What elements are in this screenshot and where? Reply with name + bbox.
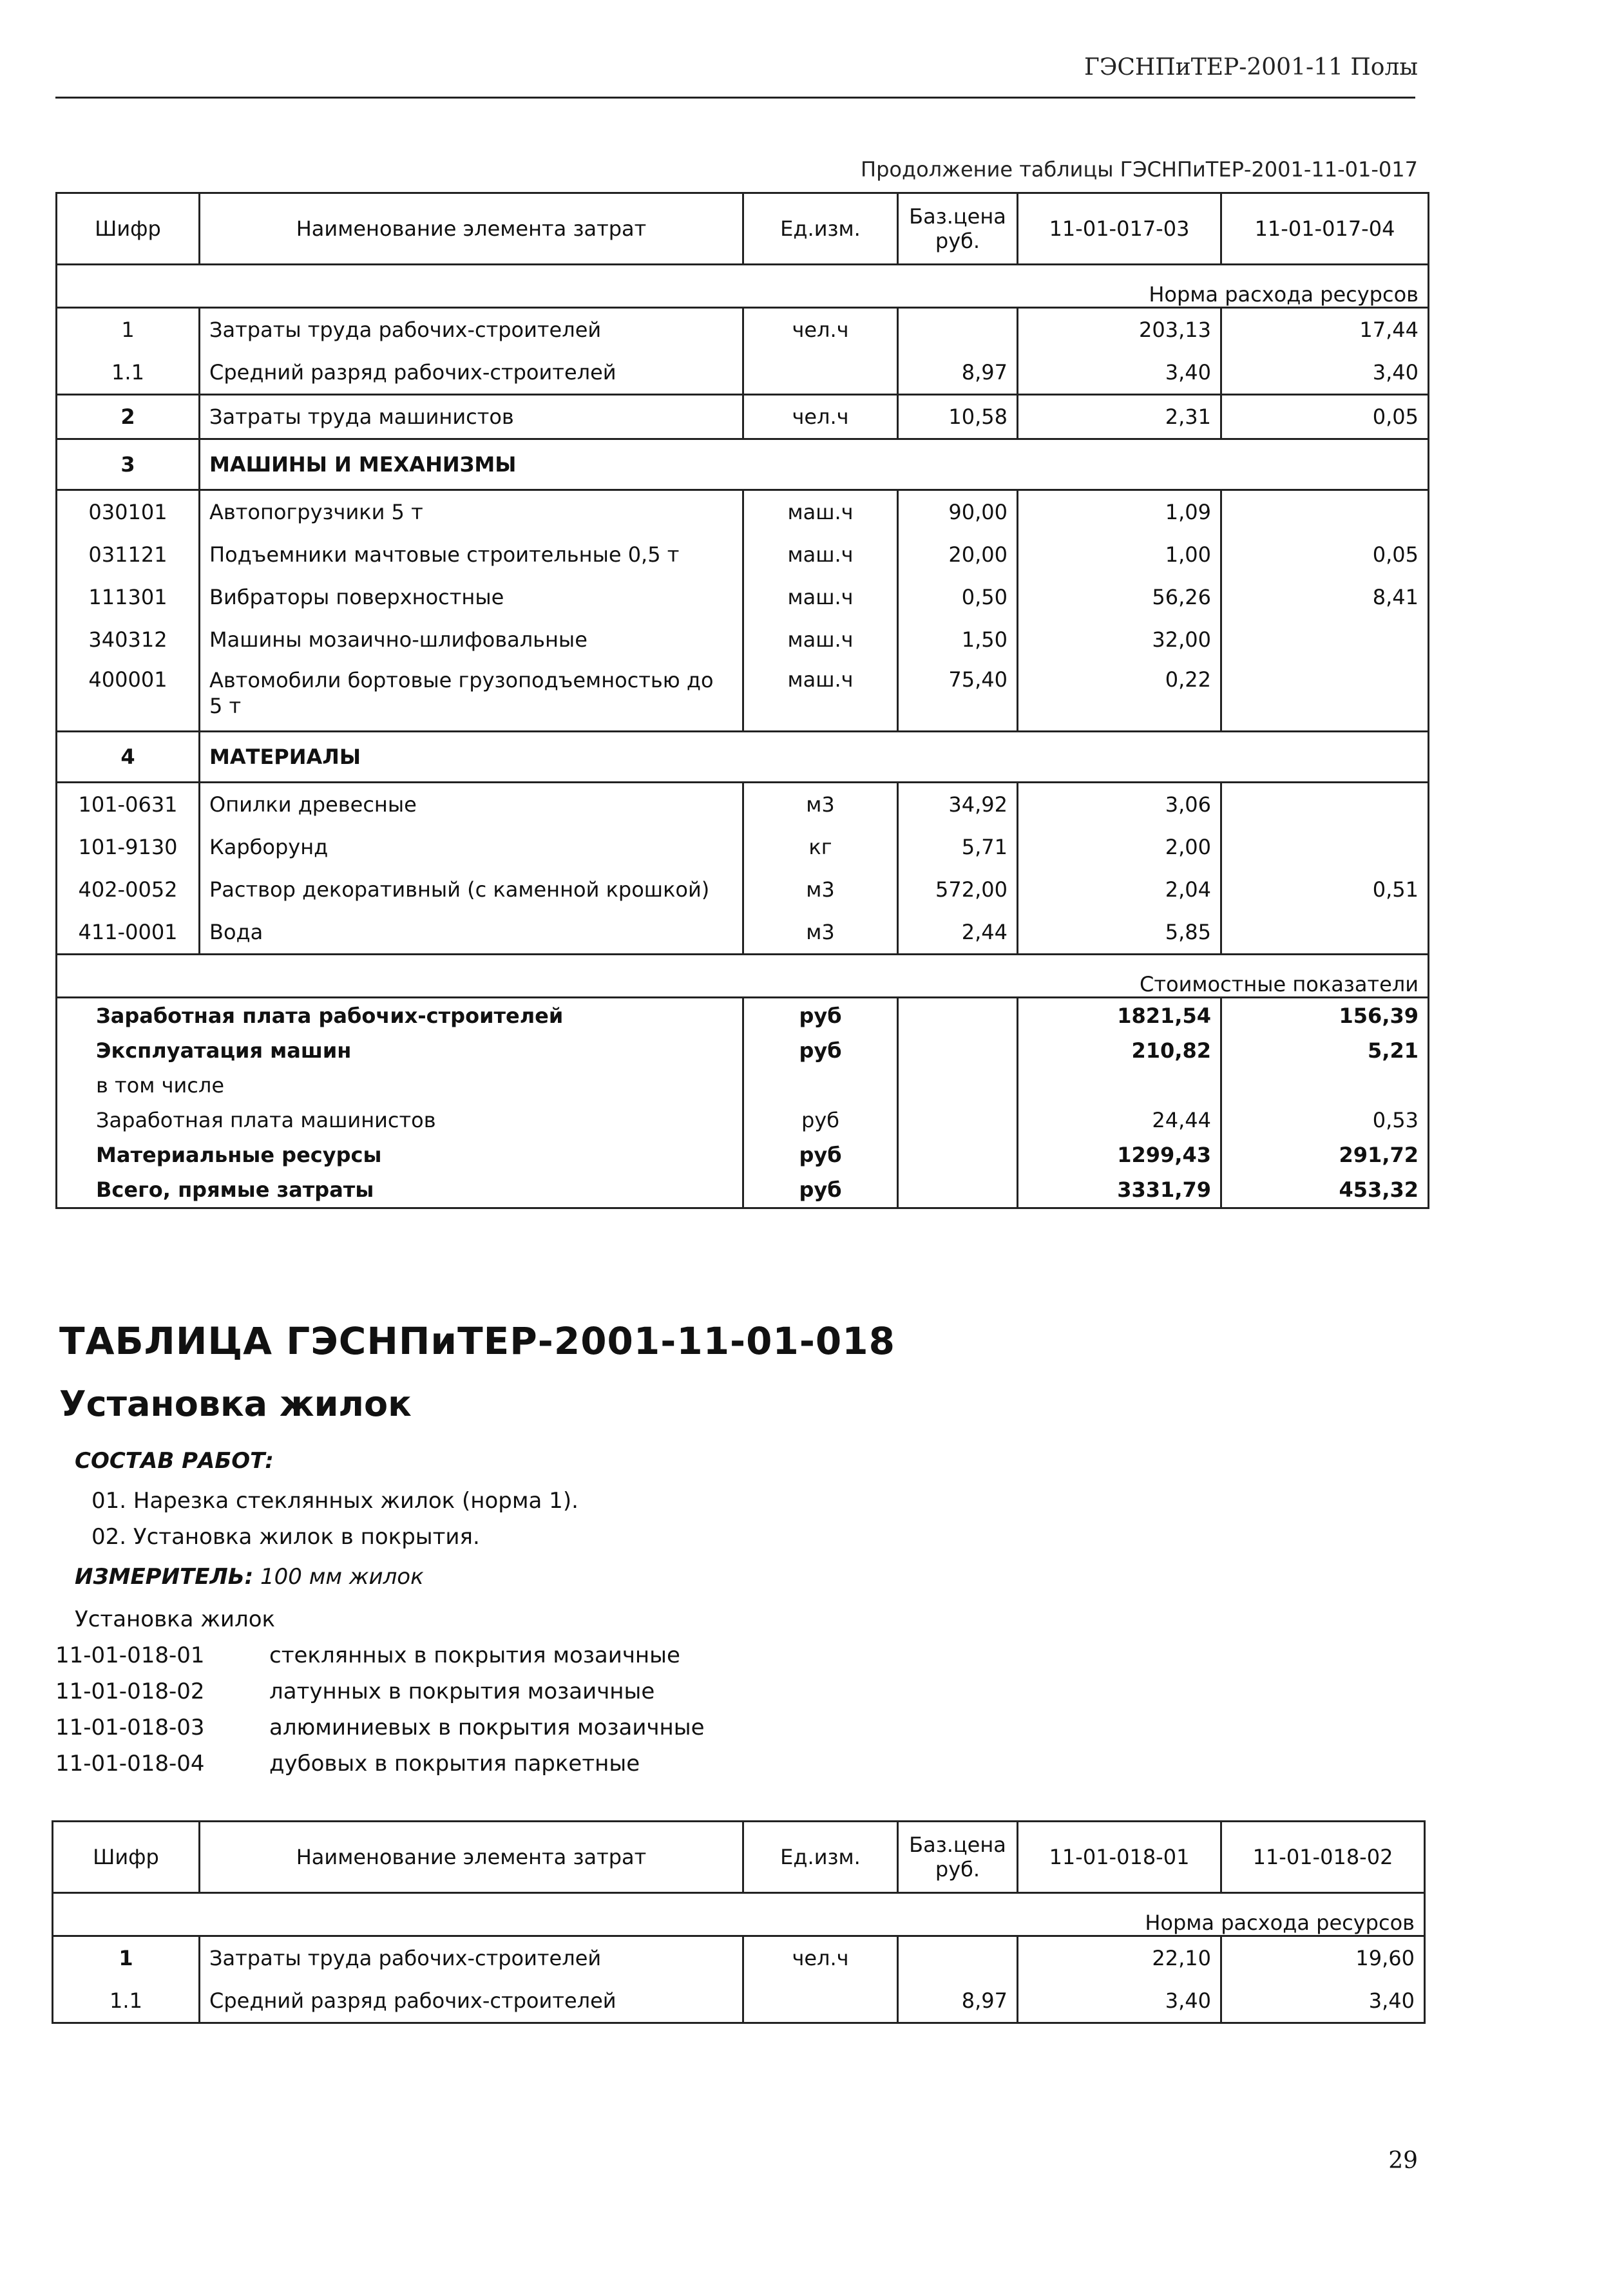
row-code: 111301 bbox=[57, 576, 200, 618]
total-price bbox=[898, 1138, 1018, 1172]
row-value-1: 2,00 bbox=[1018, 826, 1221, 868]
totals-row bbox=[57, 998, 1429, 1034]
total-value-2: 0,53 bbox=[1221, 1103, 1429, 1138]
row-code: 340312 bbox=[57, 618, 200, 661]
row-name: Вода bbox=[200, 911, 743, 955]
table-header-row bbox=[57, 193, 1429, 265]
col-header-norm-2: 11-01-018-02 bbox=[1221, 1822, 1425, 1893]
col-header-norm-1: 11-01-018-01 bbox=[1018, 1822, 1221, 1893]
norm-code: 11-01-018-03 bbox=[55, 1715, 205, 1740]
row-name: Средний разряд рабочих-строителей bbox=[200, 1979, 743, 2023]
section-code: 3 bbox=[57, 439, 200, 490]
row-name: Раствор декоративный (с каменной крошкой) bbox=[200, 868, 743, 911]
row-value-1: 2,31 bbox=[1018, 395, 1221, 439]
row-value-1: 0,22 bbox=[1018, 661, 1221, 732]
row-price: 34,92 bbox=[898, 783, 1018, 826]
measure-value: 100 мм жилок bbox=[260, 1564, 424, 1590]
row-unit bbox=[743, 1979, 898, 2023]
norm-description: латунных в покрытия мозаичные bbox=[269, 1679, 655, 1704]
row-value-1: 3,06 bbox=[1018, 783, 1221, 826]
col-header-norm-1: 11-01-017-03 bbox=[1018, 193, 1221, 265]
row-unit: м3 bbox=[743, 911, 898, 955]
table-row bbox=[57, 868, 1429, 911]
row-value-2 bbox=[1221, 490, 1429, 534]
col-header-code: Шифр bbox=[53, 1822, 200, 1893]
total-price bbox=[898, 1068, 1018, 1103]
work-item: 02. Установка жилок в покрытия. bbox=[91, 1524, 480, 1550]
row-name: Затраты труда рабочих-строителей bbox=[200, 1936, 743, 1980]
row-price: 20,00 bbox=[898, 533, 1018, 576]
total-unit bbox=[743, 1068, 898, 1103]
table-row bbox=[57, 783, 1429, 826]
total-value-1: 1821,54 bbox=[1018, 998, 1221, 1034]
row-code: 1 bbox=[53, 1936, 200, 1980]
row-code: 402-0052 bbox=[57, 868, 200, 911]
row-value-2 bbox=[1221, 618, 1429, 661]
row-name: Средний разряд рабочих-строителей bbox=[200, 351, 743, 395]
row-code: 1.1 bbox=[57, 351, 200, 395]
row-price: 1,50 bbox=[898, 618, 1018, 661]
row-name: Машины мозаично-шлифовальные bbox=[200, 618, 743, 661]
table-row bbox=[57, 490, 1429, 534]
row-name: Карборунд bbox=[200, 826, 743, 868]
total-unit: руб bbox=[743, 1033, 898, 1068]
total-name: Эксплуатация машин bbox=[57, 1033, 743, 1068]
col-header-code: Шифр bbox=[57, 193, 200, 265]
table-header-row bbox=[53, 1822, 1425, 1893]
col-header-name: Наименование элемента затрат bbox=[200, 1822, 743, 1893]
row-unit: маш.ч bbox=[743, 618, 898, 661]
totals-row bbox=[57, 1172, 1429, 1208]
work-composition-label: СОСТАВ РАБОТ: bbox=[75, 1448, 274, 1474]
row-unit: маш.ч bbox=[743, 533, 898, 576]
price-header-line2: руб. bbox=[935, 1857, 980, 1882]
row-name: Вибраторы поверхностные bbox=[200, 576, 743, 618]
row-value-2: 17,44 bbox=[1221, 308, 1429, 352]
norm-code: 11-01-018-04 bbox=[55, 1751, 205, 1777]
row-value-1: 22,10 bbox=[1018, 1936, 1221, 1980]
section-row-machines bbox=[57, 439, 1429, 490]
resource-table-018 bbox=[52, 1820, 1426, 2024]
norm-code-row bbox=[55, 1679, 654, 1704]
total-unit: руб bbox=[743, 1172, 898, 1208]
row-price: 90,00 bbox=[898, 490, 1018, 534]
row-value-2: 3,40 bbox=[1221, 351, 1429, 395]
total-value-1: 210,82 bbox=[1018, 1033, 1221, 1068]
row-value-2: 0,05 bbox=[1221, 533, 1429, 576]
row-code: 101-0631 bbox=[57, 783, 200, 826]
table-row bbox=[57, 351, 1429, 395]
row-value-1: 3,40 bbox=[1018, 1979, 1221, 2023]
row-value-1: 32,00 bbox=[1018, 618, 1221, 661]
norm-label-row bbox=[57, 265, 1429, 308]
table-row bbox=[57, 661, 1429, 732]
total-value-1 bbox=[1018, 1068, 1221, 1103]
row-name: Автопогрузчики 5 т bbox=[200, 490, 743, 534]
row-name: Автомобили бортовые грузоподъемностью до 5 т bbox=[200, 661, 743, 732]
row-price bbox=[898, 1936, 1018, 1980]
total-name: в том числе bbox=[57, 1068, 743, 1103]
table-row bbox=[57, 576, 1429, 618]
total-name: Материальные ресурсы bbox=[57, 1138, 743, 1172]
total-value-2: 156,39 bbox=[1221, 998, 1429, 1034]
norm-description: дубовых в покрытия паркетные bbox=[269, 1751, 640, 1777]
header-divider bbox=[55, 97, 1415, 99]
row-price: 572,00 bbox=[898, 868, 1018, 911]
row-value-1: 3,40 bbox=[1018, 351, 1221, 395]
total-value-1: 1299,43 bbox=[1018, 1138, 1221, 1172]
row-code: 411-0001 bbox=[57, 911, 200, 955]
row-value-1: 56,26 bbox=[1018, 576, 1221, 618]
group-label: Установка жилок bbox=[75, 1606, 276, 1632]
row-code: 101-9130 bbox=[57, 826, 200, 868]
norm-code: 11-01-018-01 bbox=[55, 1643, 205, 1668]
col-header-price bbox=[898, 193, 1018, 265]
row-unit: чел.ч bbox=[743, 308, 898, 352]
resource-table-017 bbox=[55, 192, 1429, 1209]
total-unit: руб bbox=[743, 998, 898, 1034]
total-value-1: 24,44 bbox=[1018, 1103, 1221, 1138]
row-price: 8,97 bbox=[898, 351, 1018, 395]
norm-description: стеклянных в покрытия мозаичные bbox=[269, 1643, 680, 1668]
row-code: 400001 bbox=[57, 661, 200, 732]
norm-code-row bbox=[55, 1715, 705, 1740]
norm-label-row bbox=[53, 1893, 1425, 1936]
row-name: Затраты труда рабочих-строителей bbox=[200, 308, 743, 352]
totals-row bbox=[57, 1033, 1429, 1068]
table-row bbox=[53, 1979, 1425, 2023]
section-title: МАШИНЫ И МЕХАНИЗМЫ bbox=[200, 439, 1429, 490]
total-unit: руб bbox=[743, 1103, 898, 1138]
table-row bbox=[57, 308, 1429, 352]
row-name: Опилки древесные bbox=[200, 783, 743, 826]
row-value-2 bbox=[1221, 826, 1429, 868]
total-price bbox=[898, 1103, 1018, 1138]
norm-description: алюминиевых в покрытия мозаичные bbox=[269, 1715, 705, 1740]
table-row bbox=[57, 911, 1429, 955]
row-value-2: 0,51 bbox=[1221, 868, 1429, 911]
section-code: 4 bbox=[57, 732, 200, 783]
total-price bbox=[898, 1033, 1018, 1068]
table-row bbox=[53, 1936, 1425, 1980]
norm-label: Норма расхода ресурсов bbox=[53, 1893, 1425, 1936]
section-title: МАТЕРИАЛЫ bbox=[200, 732, 1429, 783]
row-value-1: 1,09 bbox=[1018, 490, 1221, 534]
norm-label: Норма расхода ресурсов bbox=[57, 265, 1429, 308]
col-header-unit: Ед.изм. bbox=[743, 193, 898, 265]
total-value-2: 5,21 bbox=[1221, 1033, 1429, 1068]
norm-code-row bbox=[55, 1751, 640, 1777]
work-item: 01. Нарезка стеклянных жилок (норма 1). bbox=[91, 1488, 578, 1514]
row-unit: кг bbox=[743, 826, 898, 868]
total-name: Заработная плата рабочих-строителей bbox=[57, 998, 743, 1034]
row-code: 030101 bbox=[57, 490, 200, 534]
total-value-2: 291,72 bbox=[1221, 1138, 1429, 1172]
table-row bbox=[57, 826, 1429, 868]
total-price bbox=[898, 1172, 1018, 1208]
measure-line bbox=[75, 1564, 424, 1590]
total-price bbox=[898, 998, 1018, 1034]
row-code: 031121 bbox=[57, 533, 200, 576]
section-row-materials bbox=[57, 732, 1429, 783]
row-code: 1.1 bbox=[53, 1979, 200, 2023]
price-header-line1: Баз.цена bbox=[909, 1833, 1006, 1857]
row-value-2: 19,60 bbox=[1221, 1936, 1425, 1980]
row-value-1: 203,13 bbox=[1018, 308, 1221, 352]
row-value-1: 1,00 bbox=[1018, 533, 1221, 576]
table-subtitle: Установка жилок bbox=[59, 1384, 412, 1424]
row-name: Затраты труда машинистов bbox=[200, 395, 743, 439]
row-price: 8,97 bbox=[898, 1979, 1018, 2023]
row-value-2: 3,40 bbox=[1221, 1979, 1425, 2023]
row-price: 75,40 bbox=[898, 661, 1018, 732]
norm-code: 11-01-018-02 bbox=[55, 1679, 205, 1704]
col-header-unit: Ед.изм. bbox=[743, 1822, 898, 1893]
totals-row bbox=[57, 1138, 1429, 1172]
row-unit: чел.ч bbox=[743, 1936, 898, 1980]
norm-code-row bbox=[55, 1643, 680, 1668]
row-value-2: 0,05 bbox=[1221, 395, 1429, 439]
table-row bbox=[57, 533, 1429, 576]
total-value-2 bbox=[1221, 1068, 1429, 1103]
row-price: 2,44 bbox=[898, 911, 1018, 955]
row-price: 0,50 bbox=[898, 576, 1018, 618]
row-value-1: 5,85 bbox=[1018, 911, 1221, 955]
row-value-2 bbox=[1221, 661, 1429, 732]
totals-row bbox=[57, 1103, 1429, 1138]
row-unit: маш.ч bbox=[743, 576, 898, 618]
total-name: Заработная плата машинистов bbox=[57, 1103, 743, 1138]
total-unit: руб bbox=[743, 1138, 898, 1172]
row-price: 5,71 bbox=[898, 826, 1018, 868]
row-value-1: 2,04 bbox=[1018, 868, 1221, 911]
total-value-1: 3331,79 bbox=[1018, 1172, 1221, 1208]
row-code: 1 bbox=[57, 308, 200, 352]
price-header-line2: руб. bbox=[935, 229, 980, 253]
row-unit: м3 bbox=[743, 868, 898, 911]
price-header-line1: Баз.цена bbox=[909, 204, 1006, 229]
cost-label: Стоимостные показатели bbox=[57, 955, 1429, 998]
row-unit bbox=[743, 351, 898, 395]
table-row bbox=[57, 618, 1429, 661]
col-header-norm-2: 11-01-017-04 bbox=[1221, 193, 1429, 265]
table-row bbox=[57, 395, 1429, 439]
total-value-2: 453,32 bbox=[1221, 1172, 1429, 1208]
running-header: ГЭСНПиТЕР-2001-11 Полы bbox=[1084, 54, 1418, 81]
page-number: 29 bbox=[1388, 2148, 1418, 2174]
row-code: 2 bbox=[57, 395, 200, 439]
col-header-name: Наименование элемента затрат bbox=[200, 193, 743, 265]
row-name: Подъемники мачтовые строительные 0,5 т bbox=[200, 533, 743, 576]
row-unit: м3 bbox=[743, 783, 898, 826]
totals-row bbox=[57, 1068, 1429, 1103]
row-unit: маш.ч bbox=[743, 490, 898, 534]
row-price bbox=[898, 308, 1018, 352]
row-value-2: 8,41 bbox=[1221, 576, 1429, 618]
measure-label: ИЗМЕРИТЕЛЬ: bbox=[75, 1564, 254, 1590]
cost-label-row bbox=[57, 955, 1429, 998]
total-name: Всего, прямые затраты bbox=[57, 1172, 743, 1208]
col-header-price bbox=[898, 1822, 1018, 1893]
row-unit: чел.ч bbox=[743, 395, 898, 439]
row-value-2 bbox=[1221, 911, 1429, 955]
row-value-2 bbox=[1221, 783, 1429, 826]
table-title: ТАБЛИЦА ГЭСНПиТЕР-2001-11-01-018 bbox=[59, 1319, 895, 1363]
row-price: 10,58 bbox=[898, 395, 1018, 439]
row-unit: маш.ч bbox=[743, 661, 898, 732]
table-continuation-caption: Продолжение таблицы ГЭСНПиТЕР-2001-11-01-017 bbox=[861, 157, 1418, 182]
